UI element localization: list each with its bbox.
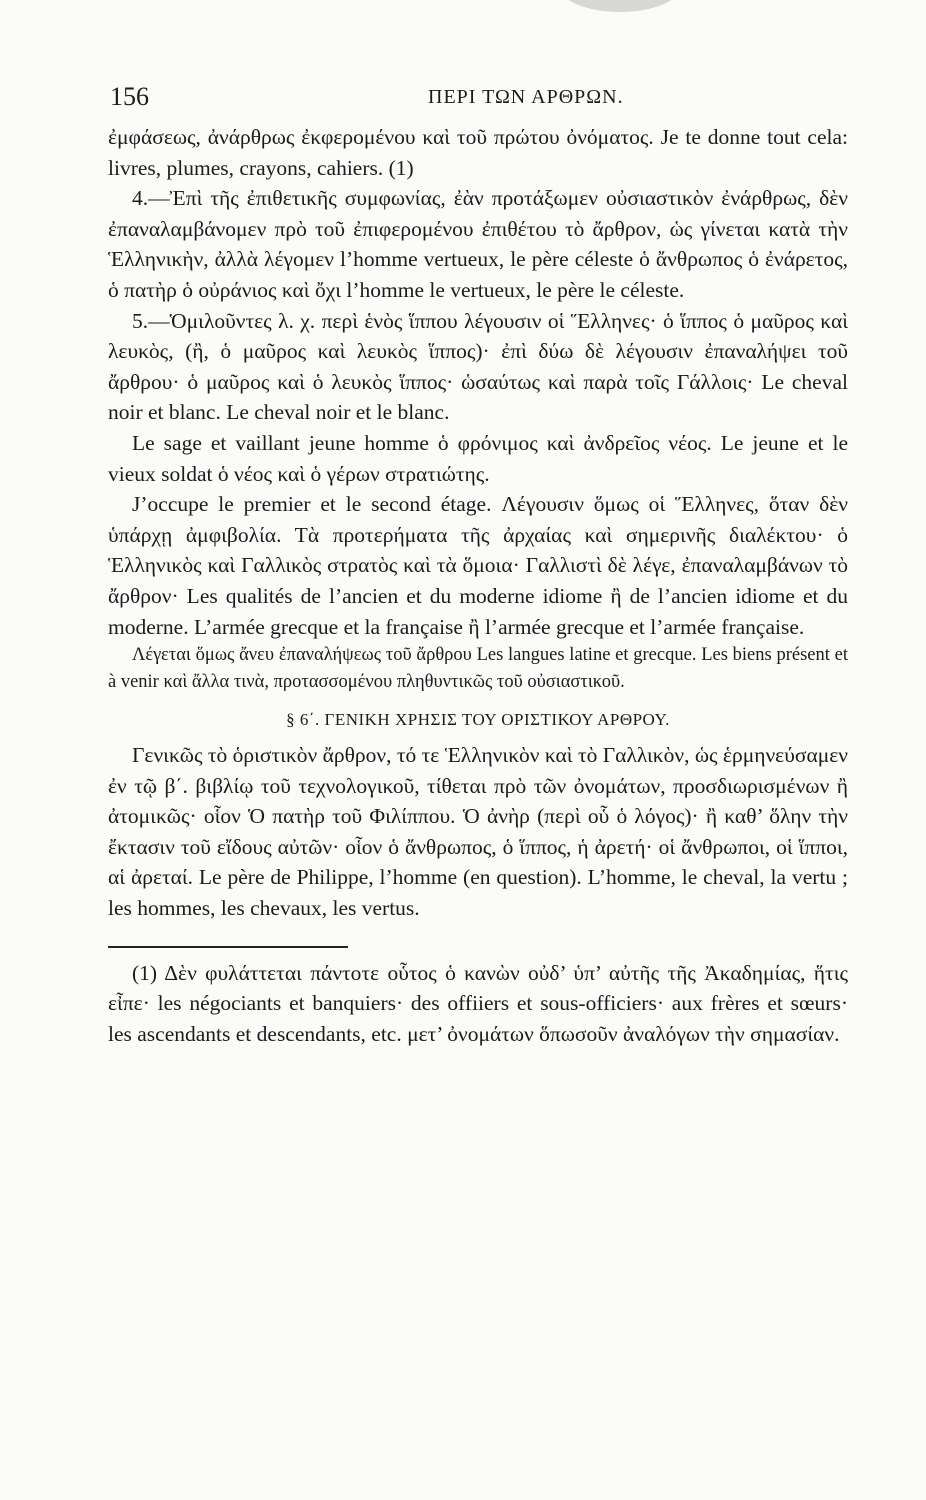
body-text	[108, 122, 848, 1049]
page-number: 156	[110, 82, 149, 111]
book-page	[108, 82, 848, 1049]
section-heading: § 6΄. ΓΕΝΙΚΗ ΧΡΗΣΙΣ ΤΟΥ ΟΡΙΣΤΙΚΟΥ ΑΡΘΡΟΥ.	[286, 710, 670, 730]
footnote-divider	[108, 946, 348, 948]
paragraph-rule-5: 5.—Ὁμιλοῦντες λ. χ. περὶ ἑνὸς ἵππου λέγουσιν οἱ Ἕλληνες· ὁ ἵππος ὁ μαῦρος καὶ λευκὸς, (ἢ, ὁ μαῦρος καὶ λευκὸς ἵππος)· ἐπὶ δύω δὲ λέγουσιν ἐπαναλήψει τοῦ ἄρθρου· ὁ μαῦρος καὶ ὁ λευκὸς ἵππος· ὡσαύτως καὶ παρὰ τοῖς Γάλλοις· Le cheval noir et blanc. Le cheval noir et le blanc.	[108, 308, 848, 425]
paragraph-etage: J’occupe le premier et le second étage. Λέγουσιν ὅμως οἱ Ἕλληνες, ὅταν δὲν ὑπάρχῃ ἀμφιβολία. Τὰ προτερήματα τῆς ἀρχαίας καὶ σημερινῆς διαλέκτου· ὁ Ἑλληνικὸς καὶ Γαλλικὸς στρατὸς καὶ τὰ ὅμοια· Γαλλιστὶ δὲ λέγε, ἐπαναλαμβάνων τὸ ἄρθρον· Les qualités de l’ancien et du moderne idiome ἢ de l’ancien idiome et du moderne. L’armée grecque et la française ἢ l’armée grecque et l’armée française.	[108, 492, 848, 639]
paragraph-rule-4: 4.—Ἐπὶ τῆς ἐπιθετικῆς συμφωνίας, ἐὰν προτάξωμεν οὐσιαστικὸν ἐνάρθρως, δὲν ἐπαναλαμβάνομεν πρὸ τοῦ ἐπιφερομένου ἐπιθέτου τὸ ἄρθρον, ὡς γίνεται κατὰ τὴν Ἑλληνικὴν, ἀλλὰ λέγομεν l’homme vertueux, le père céleste ὁ ἄνθρωπος ὁ ἐνάρετος, ὁ πατὴρ ὁ οὐράνιος καὶ ὄχι l’homme le vertueux, le père le céleste.	[108, 186, 848, 302]
page-corner-shadow	[560, 0, 680, 12]
paragraph-continuation: ἐμφάσεως, ἀνάρθρως ἐκφερομένου καὶ τοῦ πρώτου ὀνόματος. Je te donne tout cela: livres, plumes, crayons, cahiers. (1)	[108, 125, 848, 180]
paragraph-general-use: Γενικῶς τὸ ὁριστικὸν ἄρθρον, τό τε Ἑλληνικὸν καὶ τὸ Γαλλικὸν, ὡς ἑρμηνεύσαμεν ἐν τῷ β΄. βιβλίῳ τοῦ τεχνολογικοῦ, τίθεται πρὸ τῶν ὀνομάτων, προσδιωρισμένων ἢ ἀτομικῶς· οἷον Ὁ πατὴρ τοῦ Φιλίππου. Ὁ ἀνὴρ (περὶ οὗ ὁ λόγος)· ἢ καθ’ ὅλην τὴν ἔκτασιν τοῦ εἴδους αὐτῶν· οἷον ὁ ἄνθρωπος, ὁ ἵππος, ἡ ἀρετή· οἱ ἄνθρωποι, οἱ ἵπποι, αἱ ἀρεταί. Le père de Philippe, l’homme (en question). L’homme, le cheval, la vertu ; les hommes, les chevaux, les vertus.	[108, 743, 848, 921]
footnote: (1) Δὲν φυλάττεται πάντοτε οὗτος ὁ κανὼν οὐδ’ ὑπ’ αὐτῆς τῆς Ἀκαδημίας, ἥτις εἶπε· les négociants et banquiers· des offiiers et sous-officiers· aux frères et sœurs· les ascendants et descendants, etc. μετ’ ὀνομάτων ὅπωσοῦν ἀναλόγων τὴν σημασίαν.	[108, 960, 848, 1046]
paragraph-exception: Λέγεται ὅμως ἄνευ ἐπαναλήψεως τοῦ ἄρθρου Les langues latine et grecque. Les biens présent et à venir καὶ ἄλλα τινὰ, προτασσομένου πληθυντικῶς τοῦ οὐσιαστικοῦ.	[108, 645, 848, 693]
page-header	[108, 82, 848, 122]
paragraph-examples: Le sage et vaillant jeune homme ὁ φρόνιμος καὶ ἀνδρεῖος νέος. Le jeune et le vieux soldat ὁ νέος καὶ ὁ γέρων στρατιώτης.	[108, 430, 848, 486]
running-title: ΠΕΡΙ ΤΩΝ ΑΡΘΡΩΝ.	[428, 86, 624, 108]
